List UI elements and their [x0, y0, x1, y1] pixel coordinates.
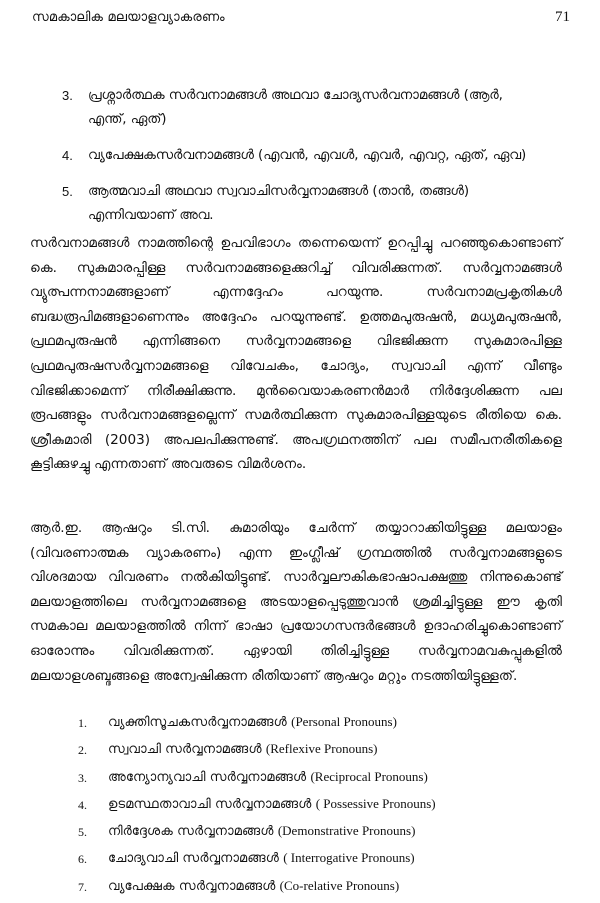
malayalam-term: വ്യപേക്ഷക സർവ്വനാമങ്ങൾ: [108, 878, 276, 894]
list-item: [78, 767, 558, 794]
list-item: [62, 144, 542, 168]
list-item-text: ആത്മവാചി അഥവാ സ്വവാചിസർവ്വനാമങ്ങൾ (താൻ, തങ്ങൾ) എന്നിവയാണ് അവ.: [88, 184, 470, 223]
list-item: [62, 84, 542, 132]
english-term: (Co-relative Pronouns): [279, 877, 400, 893]
english-term: (Reciprocal Pronouns): [310, 768, 428, 784]
list-item: [78, 876, 558, 903]
malayalam-term: അന്യോന്യവാചി സർവ്വനാമങ്ങൾ: [108, 769, 307, 785]
list-item-number: 4.: [78, 797, 87, 812]
malayalam-term: സ്വവാചി സർവ്വനാമങ്ങൾ: [108, 742, 262, 758]
list-item-text: വ്യപേക്ഷകസർവനാമങ്ങൾ (എവൻ, എവൾ, എവർ, എവറ്റ, ഏത്, ഏവ): [88, 148, 527, 163]
list-item: [78, 712, 558, 739]
asher-pronoun-classes-list: [78, 712, 558, 903]
paragraph-sukumara-pillai: സർവനാമങ്ങൾ നാമത്തിന്റെ ഉപവിഭാഗം തന്നെയെന്ന് ഉറപ്പിച്ചു പറഞ്ഞുകൊണ്ടാണ് കെ. സുകുമാരപ്പിള്ള സർവനാമങ്ങളെക്കുറിച്ച് വിവരിക്കുന്നത്. സർവ്വനാമങ്ങൾ വ്യുത്പന്നനാമങ്ങളാണ് എന്നദ്ദേഹം പറയുന്നു. സർവനാമപ്രകൃതികൾ ബദ്ധരൂപിമങ്ങളാണെന്നും അദ്ദേഹം പറയുന്നുണ്ട്. ഉത്തമപുരുഷൻ, മധ്യമപുരുഷൻ, പ്രഥമപുരുഷൻ എന്നിങ്ങനെ സർവ്വനാമങ്ങളെ വിഭജിക്കുന്ന സുകുമാരപിള്ള പ്രഥമപുരുഷസർവ്വനാമങ്ങളെ വിവേചകം, ചോദ്യം, സ്വവാചി എന്ന് വീണ്ടും വിഭജിക്കാമെന്ന് നിരീക്ഷിക്കുന്നു. മുൻവൈയാകരണൻമാർ നിർദ്ദേശിക്കുന്ന പല രൂപങ്ങളും സർവനാമങ്ങളല്ലെന്ന് സമർത്ഥിക്കുന്ന സുകുമാരപിള്ളയുടെ രീതിയെ കെ. ശ്രീകുമാരി (2003) അപലപിക്കുന്നുണ്ട്. അപഗ്രഥനത്തിന് പല സമീപനരീതികളെ കൂട്ടിക്കുഴച്ചു എന്നതാണ് അവരുടെ വിമർശനം.: [30, 235, 562, 473]
list-item-number: 5.: [62, 184, 73, 199]
list-item: [78, 794, 558, 821]
list-item-number: 5.: [78, 825, 87, 840]
english-term: (Reflexive Pronouns): [265, 741, 378, 757]
page-number: 71: [555, 9, 570, 25]
list-item-number: 2.: [78, 743, 87, 758]
english-term: (Demonstrative Pronouns): [277, 823, 416, 839]
list-item: [78, 739, 558, 766]
malayalam-term: ഉടമസ്ഥതാവാചി സർവ്വനാമങ്ങൾ: [108, 796, 312, 812]
english-term: ( Interrogative Pronouns): [283, 850, 415, 866]
list-item-text: പ്രശ്നാർത്ഥക സർവനാമങ്ങൾ അഥവാ ചോദ്യസർവനാമങ്ങൾ (ആർ, എന്ത്, ഏത്): [88, 88, 503, 127]
running-head: സമകാലിക മലയാളവ്യാകരണം: [32, 10, 225, 25]
list-item-number: 6.: [78, 852, 87, 867]
english-term: (Personal Pronouns): [291, 714, 397, 729]
paragraph-asher-kumari: ആർ.ഇ. ആഷറും ടി.സി. കുമാരിയും ചേർന്ന് തയ്യാറാക്കിയിട്ടുള്ള മലയാളം (വിവരണാത്മക വ്യാകരണം) എന്ന ഇംഗ്ലീഷ് ഗ്രന്ഥത്തിൽ സർവ്വനാമങ്ങളുടെ വിശദമായ വിവരണം നൽകിയിട്ടുണ്ട്. സാർവ്വലൗകികഭാഷാപക്ഷത്തു നിന്നുകൊണ്ട് മലയാളത്തിലെ സർവ്വനാമങ്ങളെ അടയാളപ്പെടുത്തുവാൻ ശ്രമിച്ചിട്ടുള്ള ഈ കൃതി സമകാല മലയാളത്തിൽ നിന്ന് ഭാഷാ പ്രയോഗസന്ദർഭങ്ങൾ ഉദാഹരിച്ചുകൊണ്ടാണ് ഓരോന്നും വിവരിക്കുന്നത്. ഏഴായി തിരിച്ചിട്ടുള്ള സർവ്വനാമവകുപ്പുകളിൽ മലയാളശബ്ദങ്ങളെ അന്വേഷിക്കുന്ന രീതിയാണ് ആഷറും മറ്റും നടത്തിയിട്ടുള്ളത്.: [30, 520, 562, 684]
list-item-number: 3.: [62, 88, 73, 103]
malayalam-term: നിർദ്ദേശക സർവ്വനാമങ്ങൾ: [108, 824, 274, 840]
list-item: [78, 821, 558, 848]
list-item: [78, 848, 558, 875]
english-term: ( Possessive Pronouns): [315, 795, 436, 811]
list-item-number: 7.: [78, 879, 87, 894]
pronoun-types-list-continued: [62, 84, 542, 240]
list-item-number: 1.: [78, 716, 87, 730]
malayalam-term: ചോദ്യവാചി സർവ്വനാമങ്ങൾ: [108, 851, 279, 867]
list-item-number: 3.: [78, 770, 87, 785]
malayalam-term: വ്യക്തിസൂചകസർവ്വനാമങ്ങൾ: [108, 715, 287, 730]
list-item: [62, 180, 542, 228]
list-item-number: 4.: [62, 148, 73, 163]
